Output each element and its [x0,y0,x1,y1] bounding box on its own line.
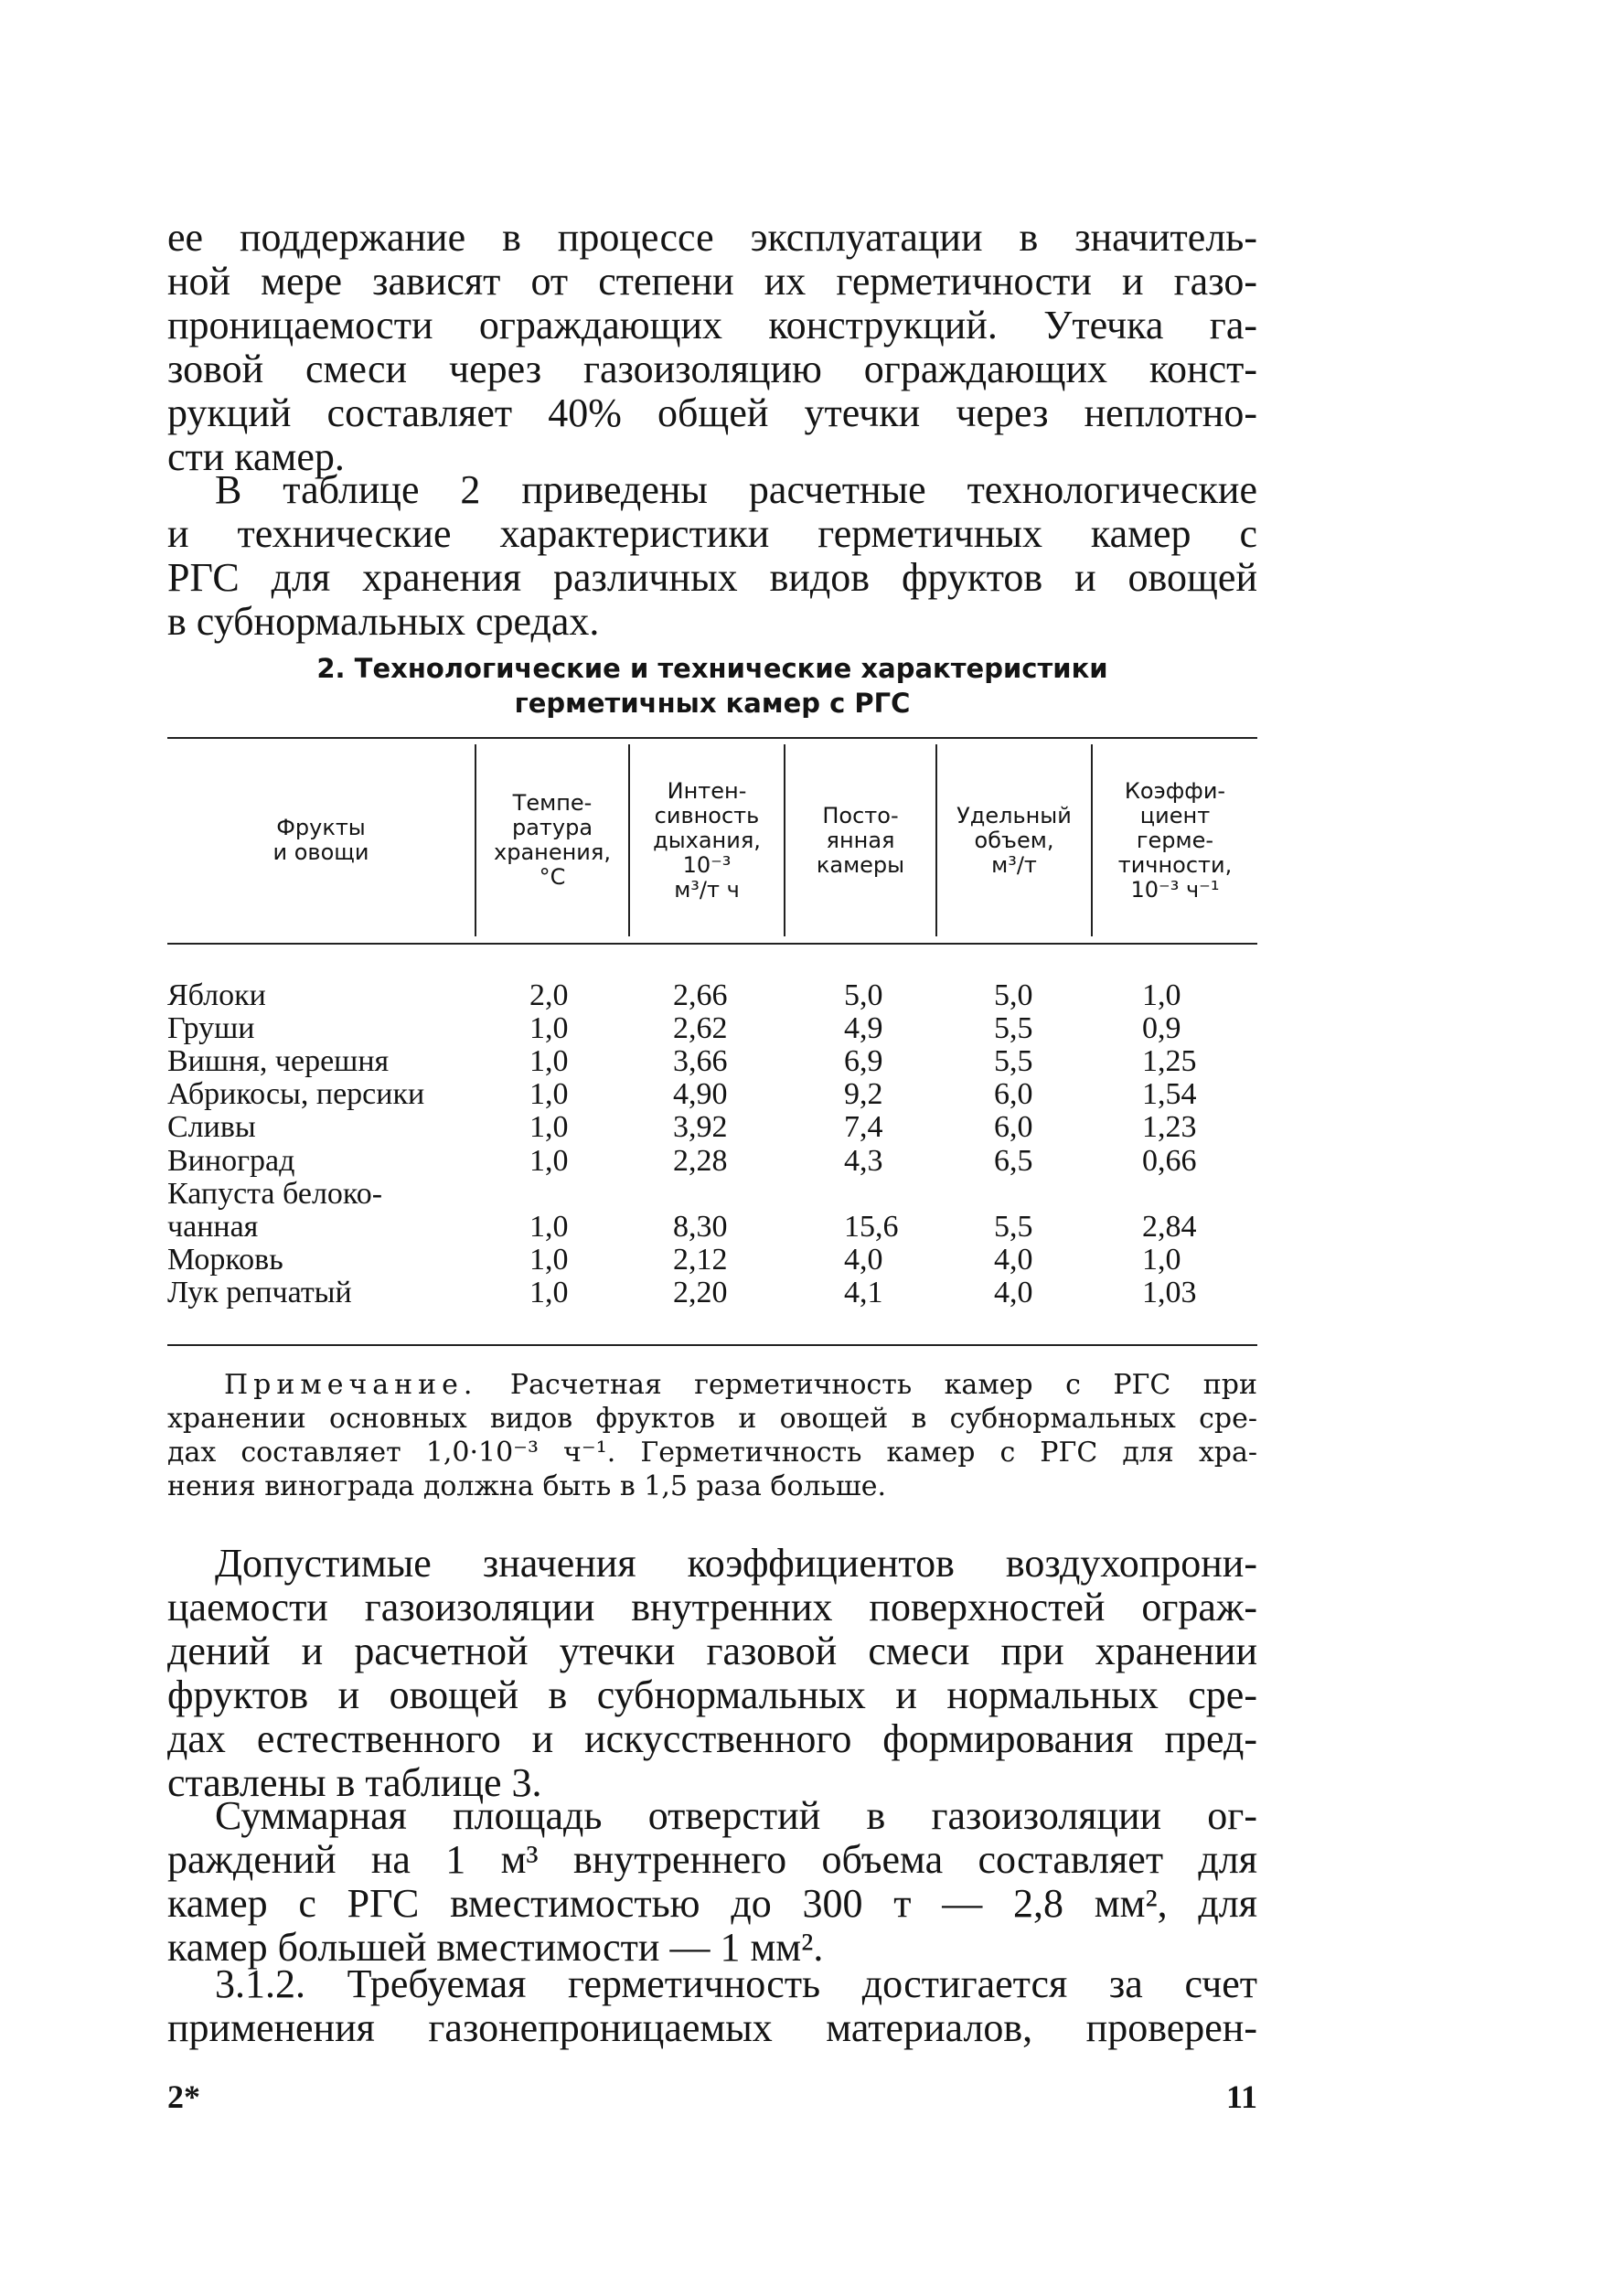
header-constant [785,744,935,936]
header-text: м³/т ч [674,876,740,903]
note-text: Расчетная герметичность камер с РГС при [509,1369,1257,1401]
header-respiration [630,744,784,936]
cell-temperature: 1,0 [529,1044,569,1078]
cell-constant: 6,9 [844,1044,883,1078]
cell-temperature: 1,0 [529,1210,569,1244]
cell-respiration: 2,28 [673,1144,728,1178]
table-row [167,1277,1257,1309]
table-intro-paragraph [167,468,1257,644]
header-text: камеры [816,851,905,878]
text-line: фруктов и овощей в субнормальных и нормальных сре- [167,1673,1257,1717]
table-row [167,1111,1257,1144]
cell-tightness-coefficient: 1,03 [1142,1276,1197,1309]
cell-product: Груши [167,1011,255,1045]
header-tightness-coefficient [1093,744,1257,936]
cell-respiration: 3,92 [673,1110,728,1144]
cell-specific-volume: 5,5 [994,1011,1033,1045]
cell-product: Абрикосы, персики [167,1077,425,1111]
cell-respiration: 2,20 [673,1276,728,1309]
note-label: Примечание. [224,1369,478,1401]
cell-specific-volume: 4,0 [994,1243,1033,1277]
text-line: проницаемости ограждающих конструкций. Утечка га- [167,304,1257,347]
header-text: Фрукты [276,815,366,840]
cell-constant: 4,1 [844,1276,883,1309]
text-line: дений и расчетной утечки газовой смеси при хранении [167,1630,1257,1673]
cell-temperature: 1,0 [529,1077,569,1111]
cell-specific-volume: 5,5 [994,1044,1033,1078]
header-text: м³/т [991,851,1037,878]
cell-respiration: 2,62 [673,1011,728,1045]
text-line: и технические характеристики герметичных камер с [167,512,1257,556]
header-text: 10⁻³ ч⁻¹ [1130,876,1220,903]
cell-constant: 4,9 [844,1011,883,1045]
table-row [167,979,1257,1012]
cell-constant: 5,0 [844,978,883,1012]
cell-product: Лук репчатый [167,1276,352,1309]
text-line: дах естественного и искусственного формирования пред- [167,1717,1257,1761]
cell-respiration: 8,30 [673,1210,728,1244]
cell-constant: 7,4 [844,1110,883,1144]
header-text: Темпе- [512,790,593,816]
cell-temperature: 1,0 [529,1276,569,1309]
text-line: раждений на 1 м³ внутреннего объема составляет для [167,1838,1257,1882]
cell-constant: 4,0 [844,1243,883,1277]
cell-tightness-coefficient: 1,54 [1142,1077,1197,1111]
cell-specific-volume: 6,0 [994,1077,1033,1111]
cell-constant: 4,3 [844,1144,883,1178]
table-note-continued [167,1402,1257,1503]
cell-temperature: 1,0 [529,1110,569,1144]
openings-paragraph [167,1794,1257,1970]
text-line: рукций составляет 40% общей утечки через неплотно- [167,391,1257,435]
header-text: Интен- [667,777,747,804]
cell-constant: 9,2 [844,1077,883,1111]
table-caption-line: 2. Технологические и технические характеристики [316,653,1108,684]
text-line: В таблице 2 приведены расчетные технологические [215,468,1257,512]
header-text: и овощи [272,839,369,865]
header-temperature [476,744,628,936]
text-line: ставлены в таблице 3. [167,1761,542,1805]
cell-product: Виноград [167,1144,295,1178]
cell-product: Сливы [167,1110,256,1144]
cell-product: Вишня, черешня [167,1044,390,1078]
header-text: герме- [1136,827,1214,853]
cell-tightness-coefficient: 0,66 [1142,1144,1197,1178]
header-text: ратура [511,815,593,840]
cell-temperature: 1,0 [529,1144,569,1178]
cell-tightness-coefficient: 1,23 [1142,1110,1197,1144]
note-text: нения винограда должна быть в 1,5 раза больше. [167,1470,887,1502]
table-caption [167,651,1257,721]
cell-specific-volume: 5,0 [994,978,1033,1012]
header-text: Посто- [822,802,899,828]
header-text: 10⁻³ [682,851,732,878]
cell-constant: 15,6 [844,1210,899,1244]
table-note [224,1368,1257,1402]
text-line: камер с РГС вместимостью до 300 т — 2,8 мм², для [167,1882,1257,1926]
cell-product: чанная [167,1210,259,1244]
table-top-rule [167,737,1257,739]
table-caption-line: герметичных камер с РГС [514,688,911,719]
signature-mark: 2* [167,2078,200,2115]
text-line: камер большей вместимости — 1 мм². [167,1926,824,1970]
table-row [167,1078,1257,1111]
cell-respiration: 2,12 [673,1243,728,1277]
cell-temperature: 1,0 [529,1011,569,1045]
text-line: в субнормальных средах. [167,600,600,644]
coefficients-paragraph [167,1542,1257,1805]
header-text: объем, [974,827,1054,853]
cell-specific-volume: 6,5 [994,1144,1033,1178]
text-line: цаемости газоизоляции внутренних поверхностей ограж- [167,1586,1257,1630]
section-3-1-2-paragraph [167,1962,1257,2050]
cell-specific-volume: 6,0 [994,1110,1033,1144]
cell-tightness-coefficient: 0,9 [1142,1011,1181,1045]
cell-tightness-coefficient: 1,0 [1142,978,1181,1012]
cell-respiration: 2,66 [673,978,728,1012]
header-text: Коэффи- [1124,777,1226,804]
table-row [167,1244,1257,1277]
text-line: применения газонепроницаемых материалов, проверен- [167,2006,1257,2050]
table-row [167,1145,1257,1178]
cell-temperature: 1,0 [529,1243,569,1277]
text-line: 3.1.2. Требуемая герметичность достигается за счет [215,1962,1257,2006]
cell-respiration: 4,90 [673,1077,728,1111]
note-text: дах составляет 1,0·10⁻³ ч⁻¹. Герметичность камер с РГС для хра- [167,1437,1257,1469]
table-bottom-rule [167,1344,1257,1346]
cell-product: Морковь [167,1243,283,1277]
header-specific-volume [937,744,1091,936]
text-line: Суммарная площадь отверстий в газоизоляции ог- [215,1794,1257,1838]
table-row [167,1045,1257,1078]
cell-respiration: 3,66 [673,1044,728,1078]
cell-tightness-coefficient: 1,0 [1142,1243,1181,1277]
header-text: Удельный [956,802,1072,828]
text-line: РГС для хранения различных видов фруктов и овощей [167,556,1257,600]
cell-product: Яблоки [167,978,266,1012]
note-text: хранении основных видов фруктов и овощей в субнормальных сре- [167,1403,1257,1435]
table-row [167,1012,1257,1045]
header-text: янная [826,827,895,853]
header-text: хранения, [494,839,611,865]
header-text: циент [1139,802,1211,828]
table-row [167,1178,1257,1211]
header-fruits [167,744,475,936]
page-number: 11 [1225,2078,1257,2115]
text-line: ее поддержание в процессе эксплуатации в значитель- [167,216,1257,260]
text-line: Допустимые значения коэффициентов воздухопрони- [215,1542,1257,1586]
text-line: сти камер. [167,435,345,479]
header-text: тичности, [1117,851,1233,878]
cell-tightness-coefficient: 1,25 [1142,1044,1197,1078]
table-header-rule [167,943,1257,945]
header-text: дыхания, [653,827,761,853]
cell-specific-volume: 4,0 [994,1276,1033,1309]
cell-product: Капуста белоко- [167,1177,383,1211]
cell-temperature: 2,0 [529,978,569,1012]
text-line: ной мере зависят от степени их герметичности и газо- [167,260,1257,304]
table-row [167,1211,1257,1244]
text-line: зовой смеси через газоизоляцию ограждающих конст- [167,347,1257,391]
header-text: °С [539,864,566,890]
intro-paragraph [167,216,1257,479]
cell-tightness-coefficient: 2,84 [1142,1210,1197,1244]
header-text: сивность [654,802,760,828]
cell-specific-volume: 5,5 [994,1210,1033,1244]
